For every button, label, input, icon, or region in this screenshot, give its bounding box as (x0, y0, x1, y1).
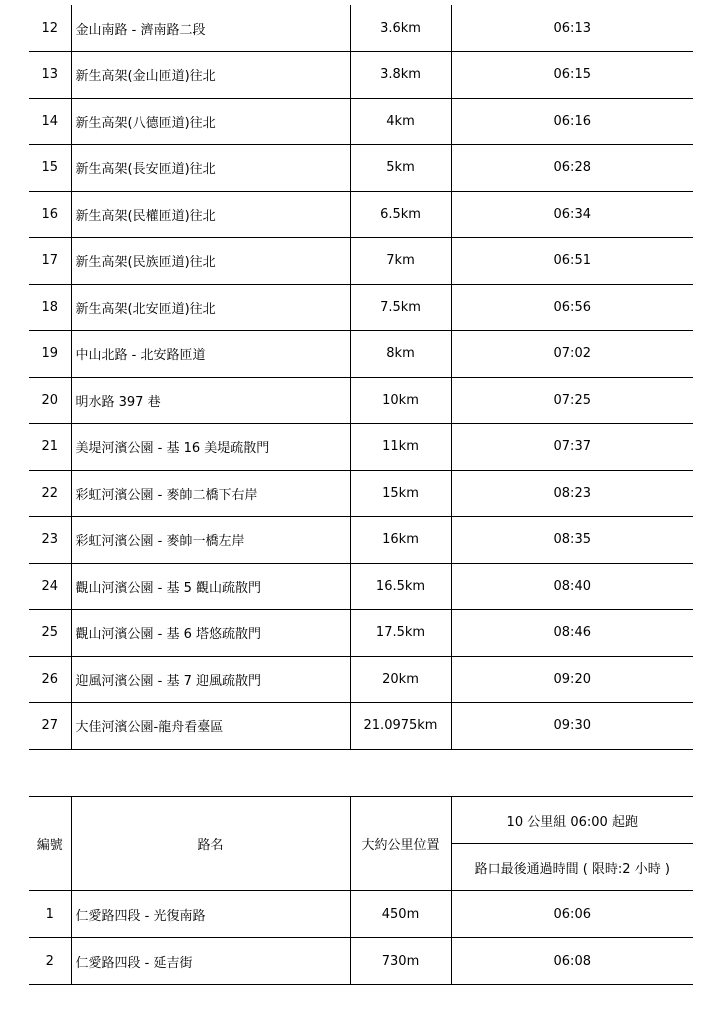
row-road: 大佳河濱公園-龍舟看臺區 (71, 703, 350, 750)
table-row (29, 191, 693, 238)
row-time: 08:35 (451, 517, 693, 564)
row-time: 06:06 (451, 891, 693, 938)
row-km: 17.5km (350, 610, 451, 657)
header-deadline: 路口最後通過時間 ( 限時:2 小時 ) (451, 844, 693, 891)
row-road: 觀山河濱公園 - 基 6 塔悠疏散門 (71, 610, 350, 657)
row-road: 金山南路 - 濟南路二段 (71, 5, 350, 52)
row-road: 新生高架(北安匝道)往北 (71, 284, 350, 331)
table-row (29, 377, 693, 424)
row-km: 7km (350, 238, 451, 285)
row-km: 16.5km (350, 563, 451, 610)
row-road: 中山北路 - 北安路匝道 (71, 331, 350, 378)
row-km: 7.5km (350, 284, 451, 331)
row-road: 新生高架(民族匝道)往北 (71, 238, 350, 285)
row-km: 730m (350, 938, 451, 985)
checkpoint-table-21k (29, 5, 693, 750)
row-time: 07:25 (451, 377, 693, 424)
row-number: 19 (29, 331, 71, 378)
row-km: 5km (350, 145, 451, 192)
row-road: 彩虹河濱公園 - 麥帥一橋左岸 (71, 517, 350, 564)
row-time: 08:46 (451, 610, 693, 657)
row-time: 08:40 (451, 563, 693, 610)
header-group-start: 10 公里組 06:00 起跑 (451, 797, 693, 844)
table-row (29, 145, 693, 192)
row-number: 12 (29, 5, 71, 52)
row-number: 21 (29, 424, 71, 471)
table-row (29, 656, 693, 703)
row-number: 15 (29, 145, 71, 192)
row-time: 06:51 (451, 238, 693, 285)
row-number: 14 (29, 98, 71, 145)
row-number: 1 (29, 891, 71, 938)
row-km: 6.5km (350, 191, 451, 238)
row-road: 新生高架(金山匝道)往北 (71, 52, 350, 99)
row-road: 迎風河濱公園 - 基 7 迎風疏散門 (71, 656, 350, 703)
row-number: 22 (29, 470, 71, 517)
row-number: 23 (29, 517, 71, 564)
table-row (29, 5, 693, 52)
table-row (29, 610, 693, 657)
table-row (29, 284, 693, 331)
row-road: 新生高架(八德匝道)往北 (71, 98, 350, 145)
row-km: 15km (350, 470, 451, 517)
row-number: 20 (29, 377, 71, 424)
row-number: 27 (29, 703, 71, 750)
row-road: 明水路 397 巷 (71, 377, 350, 424)
header-km-position: 大約公里位置 (350, 797, 451, 891)
header-number: 編號 (29, 797, 71, 891)
row-time: 06:28 (451, 145, 693, 192)
row-number: 24 (29, 563, 71, 610)
row-number: 16 (29, 191, 71, 238)
row-number: 26 (29, 656, 71, 703)
row-time: 06:34 (451, 191, 693, 238)
row-time: 07:02 (451, 331, 693, 378)
table-row (29, 331, 693, 378)
row-time: 06:13 (451, 5, 693, 52)
row-time: 09:20 (451, 656, 693, 703)
checkpoint-table-10k (29, 796, 693, 985)
row-road: 彩虹河濱公園 - 麥帥二橋下右岸 (71, 470, 350, 517)
row-number: 17 (29, 238, 71, 285)
row-number: 25 (29, 610, 71, 657)
row-km: 3.8km (350, 52, 451, 99)
row-time: 07:37 (451, 424, 693, 471)
row-number: 2 (29, 938, 71, 985)
row-km: 4km (350, 98, 451, 145)
table-row (29, 98, 693, 145)
row-km: 3.6km (350, 5, 451, 52)
row-km: 450m (350, 891, 451, 938)
row-road: 新生高架(民權匝道)往北 (71, 191, 350, 238)
row-road: 仁愛路四段 - 延吉街 (71, 938, 350, 985)
table-row (29, 424, 693, 471)
row-km: 21.0975km (350, 703, 451, 750)
header-road-name: 路名 (71, 797, 350, 891)
row-road: 觀山河濱公園 - 基 5 觀山疏散門 (71, 563, 350, 610)
row-time: 06:15 (451, 52, 693, 99)
row-road: 仁愛路四段 - 光復南路 (71, 891, 350, 938)
table-row (29, 238, 693, 285)
row-road: 美堤河濱公園 - 基 16 美堤疏散門 (71, 424, 350, 471)
row-time: 06:56 (451, 284, 693, 331)
table-row (29, 470, 693, 517)
row-km: 20km (350, 656, 451, 703)
row-km: 10km (350, 377, 451, 424)
row-number: 18 (29, 284, 71, 331)
row-time: 09:30 (451, 703, 693, 750)
table-row (29, 52, 693, 99)
table-row (29, 563, 693, 610)
row-time: 08:23 (451, 470, 693, 517)
row-number: 13 (29, 52, 71, 99)
table-row (29, 703, 693, 750)
table-row (29, 891, 693, 938)
row-road: 新生高架(長安匝道)往北 (71, 145, 350, 192)
row-time: 06:08 (451, 938, 693, 985)
row-km: 11km (350, 424, 451, 471)
row-km: 8km (350, 331, 451, 378)
table-row (29, 517, 693, 564)
row-km: 16km (350, 517, 451, 564)
table-row (29, 938, 693, 985)
row-time: 06:16 (451, 98, 693, 145)
